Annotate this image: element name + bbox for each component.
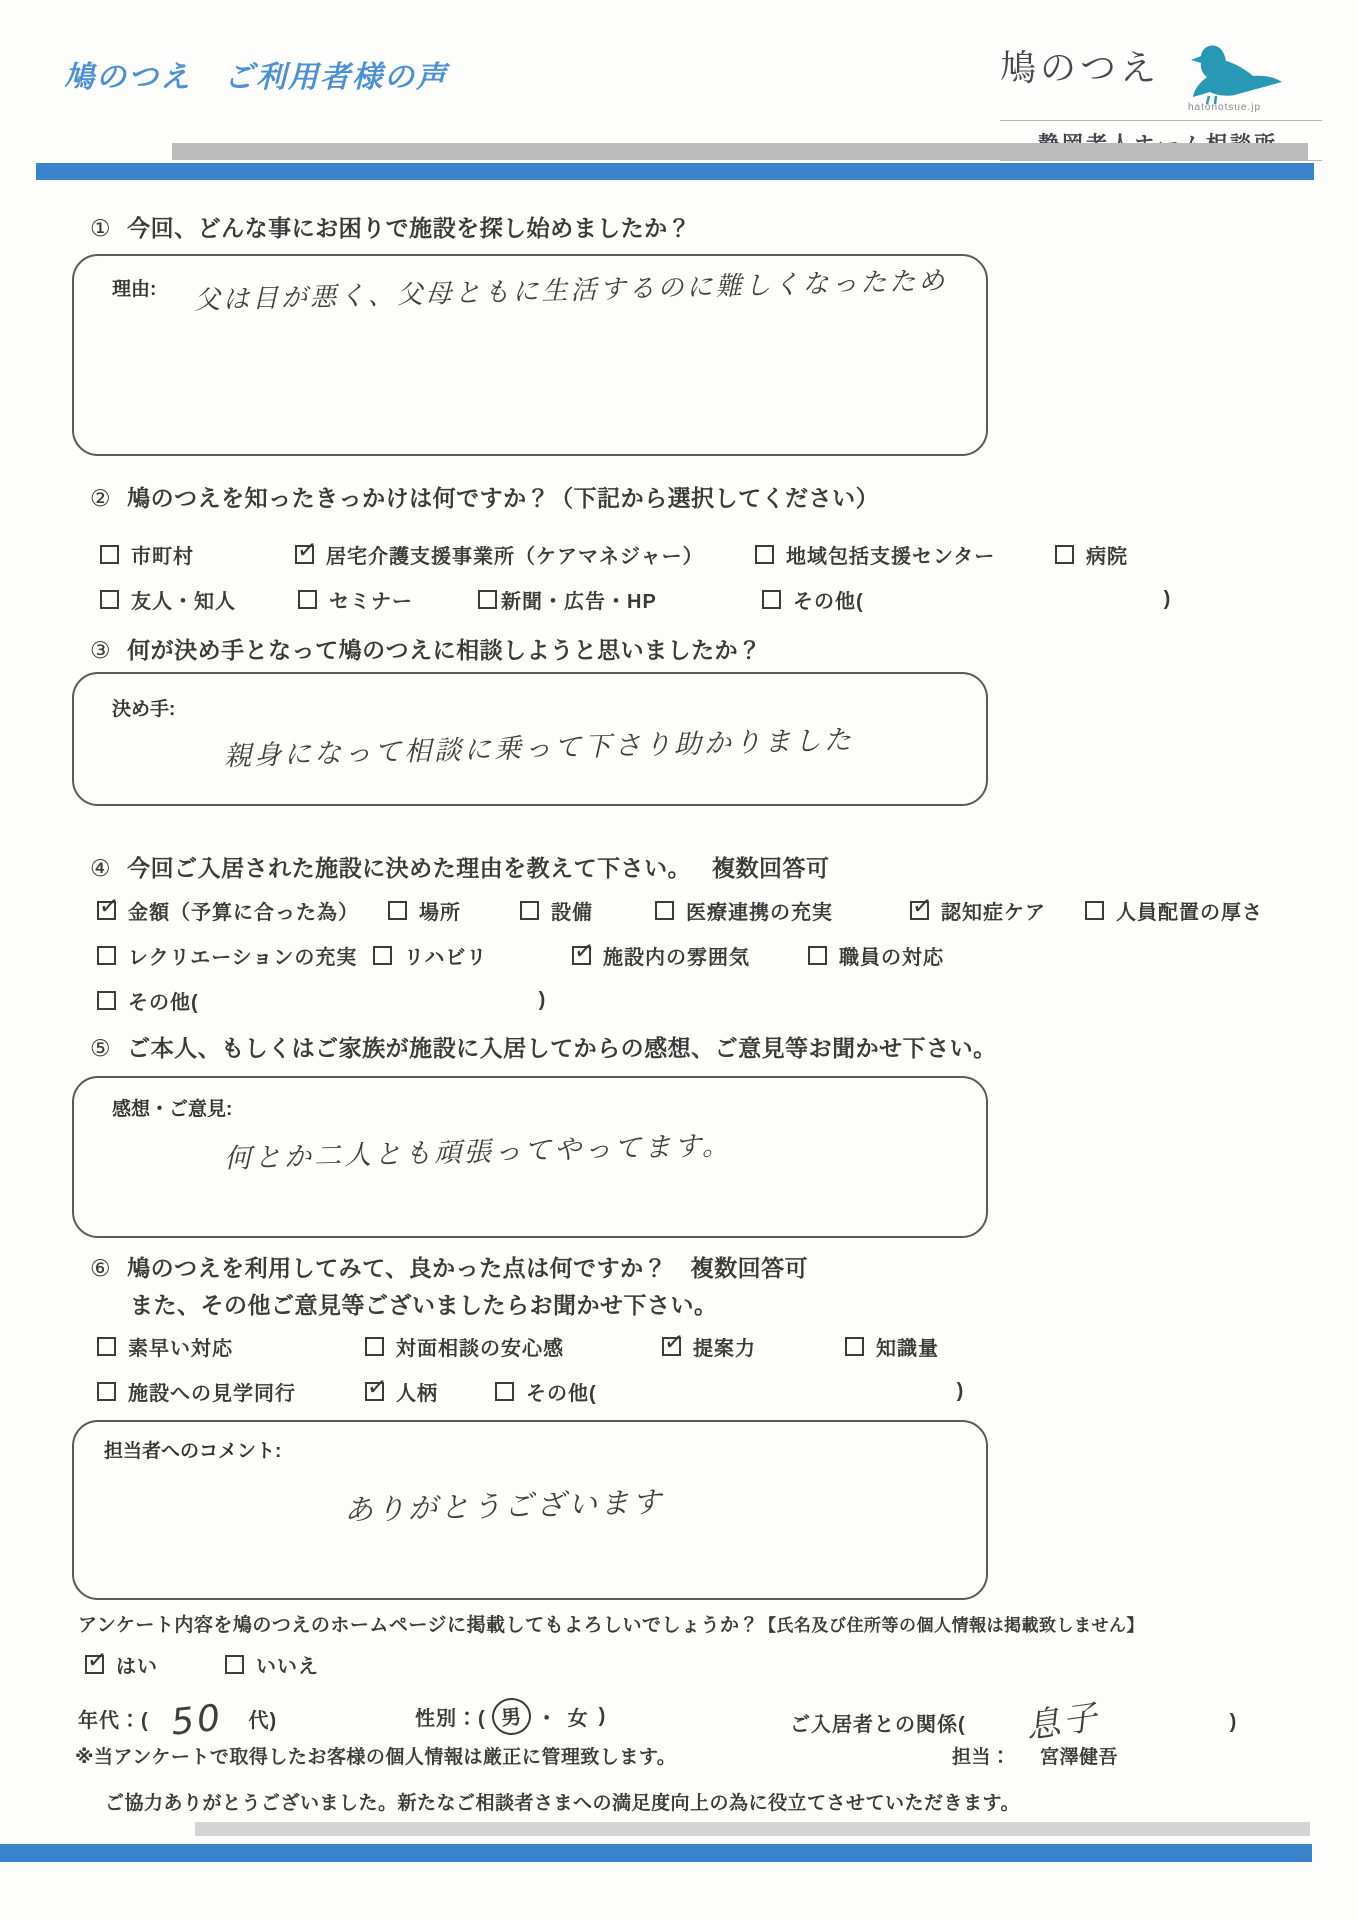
checkbox-icon[interactable] (97, 901, 116, 920)
q1-box-label: 理由: (112, 279, 157, 300)
q5-box-label: 感想・ご意見: (112, 1099, 233, 1120)
q3-box-label: 決め手: (112, 699, 176, 720)
checkbox-icon[interactable] (97, 1382, 116, 1401)
gender-male-circled[interactable]: 男 (490, 1696, 532, 1736)
staff-name: 宮澤健吾 (1040, 1747, 1119, 1768)
q4-option-row-1 (0, 896, 1358, 930)
q1-handwritten-answer: 父は目が悪く、父母ともに生活するのに難しくなったため (193, 266, 948, 316)
q5-answer-box[interactable] (72, 1076, 988, 1238)
checkbox-icon[interactable] (373, 946, 392, 965)
privacy-note: ※当アンケートで取得したお客様の個人情報は厳正に管理致します。 (75, 1747, 677, 1768)
checkbox-hitogara[interactable]: ✓ 人柄 (365, 1377, 438, 1406)
checkbox-iie[interactable]: いいえ (225, 1650, 319, 1679)
checkbox-icon[interactable] (910, 901, 929, 920)
checkbox-icon[interactable] (495, 1382, 514, 1401)
checkbox-icon[interactable] (845, 1337, 864, 1356)
checkbox-icon[interactable] (298, 590, 317, 609)
age-handwritten-value: 50 (168, 1697, 225, 1744)
checkbox-sonota-q2[interactable]: その他( ) (762, 585, 1171, 614)
checkbox-icon[interactable] (520, 901, 539, 920)
checkbox-icon[interactable] (572, 946, 591, 965)
checkbox-jinin-haichi[interactable]: 人員配置の厚さ (1085, 896, 1263, 925)
checkbox-icon[interactable] (808, 946, 827, 965)
checkbox-icon[interactable] (85, 1655, 104, 1674)
publish-note: 【氏名及び住所等の個人情報は掲載致しません】 (758, 1616, 1144, 1635)
q3-handwritten-answer: 親身になって相談に乗って下さり助かりました (223, 724, 855, 773)
pigeon-icon (1182, 42, 1286, 109)
thanks-message: ご協力ありがとうございました。新たなご相談者さまへの満足度向上の為に役立てさせていただきます。 (105, 1793, 1020, 1814)
checkbox-hai[interactable]: ✓ はい (85, 1650, 158, 1679)
checkbox-icon[interactable] (97, 1337, 116, 1356)
checkbox-icon[interactable] (1055, 545, 1074, 564)
q2-option-row-1 (0, 540, 1358, 574)
q6-title: ⑥ 鳩のつえを利用してみて、良かった点は何ですか？ 複数回答可 (90, 1255, 809, 1281)
checkbox-teianryoku[interactable]: ✓ 提案力 (662, 1332, 756, 1361)
checkbox-seminar[interactable]: セミナー (298, 585, 413, 614)
q2-option-row-2 (0, 585, 1358, 619)
checkbox-rehabili[interactable]: リハビリ (373, 941, 487, 970)
logo-domain-text: hatonotsue.jp (1188, 102, 1262, 113)
q1-title: ① 今回、どんな事にお困りで施設を探し始めましたか？ (90, 215, 692, 241)
publish-question: アンケート内容を鳩のつえのホームページに掲載してもよろしいでしょうか？【氏名及び住所等の個人情報は掲載致しません】 (78, 1615, 1144, 1636)
checkbox-iryou-renkei[interactable]: 医療連携の充実 (655, 896, 833, 925)
checkbox-kengaku-doukou[interactable]: 施設への見学同行 (97, 1377, 296, 1406)
checkbox-recreation[interactable]: レクリエーションの充実 (97, 941, 357, 970)
checkbox-icon[interactable] (1085, 901, 1104, 920)
publish-option-row (0, 1650, 1358, 1684)
q5-number: ⑤ (90, 1035, 112, 1061)
checkbox-icon[interactable] (97, 946, 116, 965)
checkbox-icon[interactable] (100, 590, 119, 609)
q4-multi-answer-note: 複数回答可 (712, 855, 830, 881)
q5-handwritten-answer: 何とか二人とも頑張ってやってます。 (223, 1130, 733, 1175)
checkbox-icon[interactable] (365, 1382, 384, 1401)
q6-comment-box[interactable] (72, 1420, 988, 1600)
gender-female[interactable]: 女 (567, 1708, 589, 1730)
q3-number: ③ (90, 637, 112, 663)
q6-handwritten-comment: ありがとうございます (343, 1484, 665, 1528)
checkbox-taimen-soudan[interactable]: 対面相談の安心感 (365, 1332, 564, 1361)
q2-number: ② (90, 485, 112, 511)
checkbox-shisetsu-funiki[interactable]: ✓ 施設内の雰囲気 (572, 941, 750, 970)
checkbox-icon[interactable] (295, 545, 314, 564)
q6-title-line2: また、その他ご意見等ございましたらお聞かせ下さい。 (130, 1292, 718, 1318)
checkbox-ninchishou-care[interactable]: ✓ 認知症ケア (910, 896, 1046, 925)
checkbox-icon[interactable] (388, 901, 407, 920)
q4-option-row-3 (0, 986, 1358, 1020)
page-title: 鳩のつえ ご利用者様の声 (64, 61, 448, 94)
q5-title: ⑤ ご本人、もしくはご家族が施設に入居してからの感想、ご意見等お聞かせ下さい。 (90, 1035, 997, 1061)
q1-answer-box[interactable] (72, 254, 988, 456)
checkbox-sonota-q6[interactable]: その他( ) (495, 1377, 964, 1406)
q6-option-row-1 (0, 1332, 1358, 1366)
checkbox-icon[interactable] (762, 590, 781, 609)
header-blue-bar (36, 163, 1314, 180)
q3-answer-box[interactable] (72, 672, 988, 806)
checkbox-icon[interactable] (662, 1337, 681, 1356)
q6-comment-label: 担当者へのコメント: (104, 1441, 282, 1462)
logo-brand-text: 鳩のつえ (1000, 47, 1161, 88)
logo-rule-top (1000, 120, 1322, 121)
q1-number: ① (90, 215, 112, 241)
checkbox-subayai-taiou[interactable]: 素早い対応 (97, 1332, 233, 1361)
gender-field[interactable]: 性別：( 男 ・ 女 ) (415, 1698, 606, 1735)
q4-option-row-2 (0, 941, 1358, 975)
checkbox-icon[interactable] (478, 590, 497, 609)
header-gray-bar (172, 143, 1308, 160)
footer-gray-bar (195, 1822, 1310, 1836)
checkbox-kyotaku-kaigo[interactable]: ✓ 居宅介護支援事業所（ケアマネジャー） (295, 540, 704, 569)
staff-label: 担当： (952, 1747, 1011, 1768)
q6-number: ⑥ (90, 1255, 112, 1281)
checkbox-yuujin-chijin[interactable]: 友人・知人 (100, 585, 236, 614)
q2-title: ② 鳩のつえを知ったきっかけは何ですか？（下記から選択してください） (90, 485, 880, 511)
q3-title: ③ 何が決め手となって鳩のつえに相談しようと思いましたか？ (90, 637, 762, 663)
checkbox-icon[interactable] (97, 991, 116, 1010)
logo-rule-bottom (1000, 160, 1322, 161)
checkbox-icon[interactable] (365, 1337, 384, 1356)
relation-handwritten-value: 息子 (1023, 1697, 1103, 1747)
checkbox-icon[interactable] (225, 1655, 244, 1674)
checkbox-icon[interactable] (100, 545, 119, 564)
age-field[interactable]: 年代：( 50 代) (78, 1697, 278, 1744)
q4-number: ④ (90, 855, 112, 881)
checkbox-icon[interactable] (755, 545, 774, 564)
checkbox-shokuin-taiou[interactable]: 職員の対応 (808, 941, 944, 970)
checkbox-basho[interactable]: 場所 (388, 896, 461, 925)
checkbox-chishikiryou[interactable]: 知識量 (845, 1332, 939, 1361)
checkbox-chiiki-houkatsu[interactable]: 地域包括支援センター (755, 540, 995, 569)
checkbox-byouin[interactable]: 病院 (1055, 540, 1128, 569)
checkbox-icon[interactable] (655, 901, 674, 920)
footer-blue-bar (0, 1844, 1312, 1862)
relation-field[interactable]: ご入居者との関係( 息子 ) (790, 1698, 1237, 1747)
checkbox-shichouson[interactable]: 市町村 (100, 540, 194, 569)
q4-title: ④ 今回ご入居された施設に決めた理由を教えて下さい。 複数回答可 (90, 855, 830, 881)
checkbox-kingaku[interactable]: ✓ 金額（予算に合った為） (97, 896, 359, 925)
respondent-info-row (0, 1692, 1358, 1747)
logo (1000, 40, 1322, 113)
q6-option-row-2 (0, 1377, 1358, 1411)
checkbox-sonota-q4[interactable]: その他( ) (97, 986, 546, 1015)
checkbox-shinbun-koukoku-hp[interactable]: 新聞・広告・HP (478, 585, 657, 614)
checkbox-setsubi[interactable]: 設備 (520, 896, 593, 925)
